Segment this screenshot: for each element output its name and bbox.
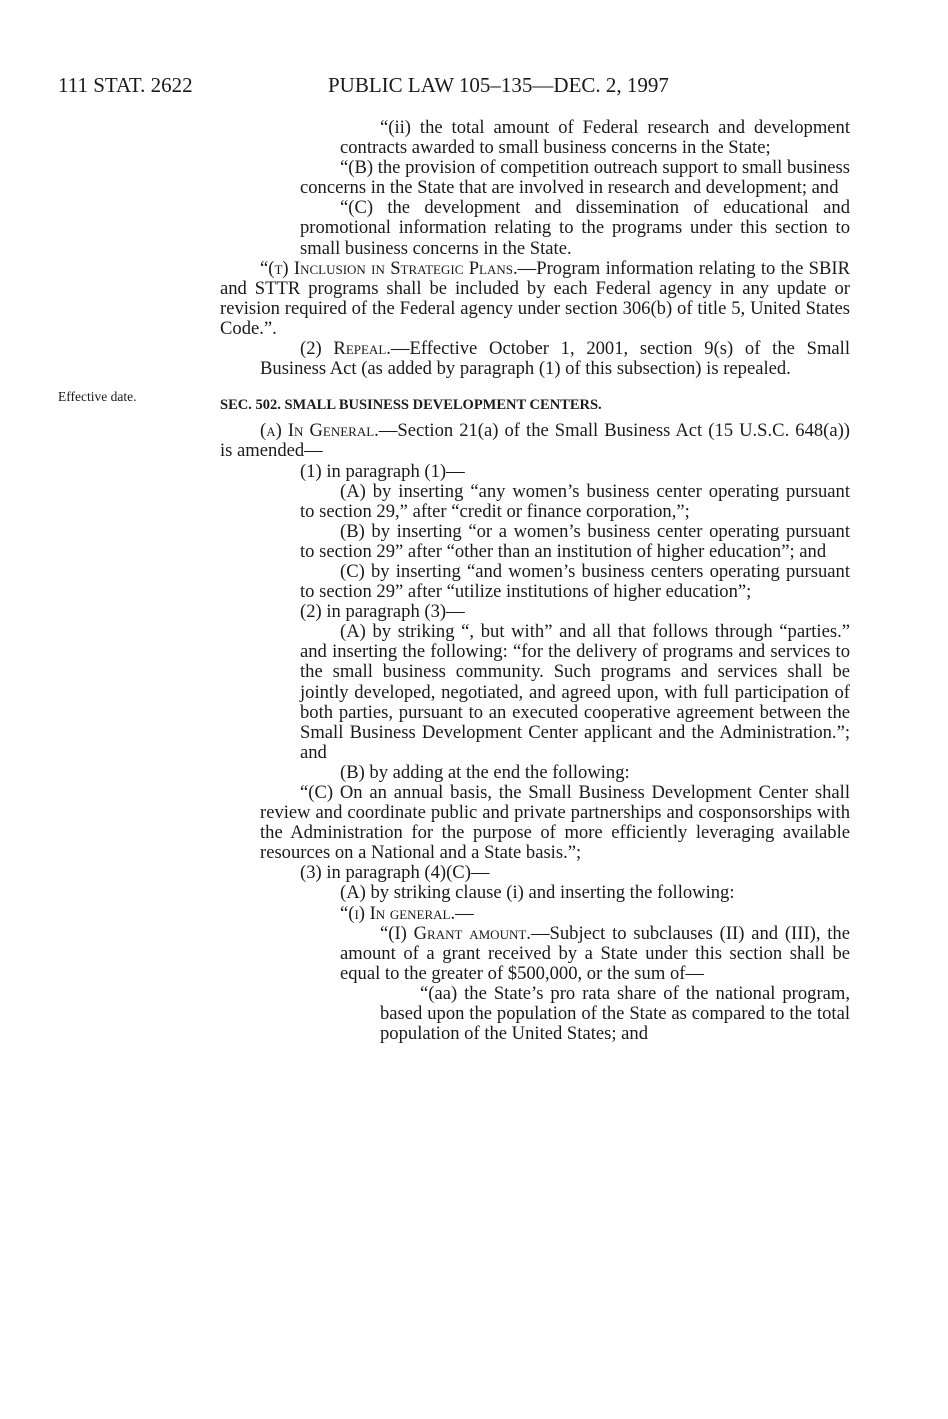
paragraph-heading: “(I) Grant amount. (380, 922, 531, 944)
paragraph-heading: “(i) In general. (340, 902, 456, 924)
paragraph-text: —Program information relating to the SBIR and STTR programs shall be included by each Federal agency in any update or revision required of the Federal agency under section 306(b) of title 5, United States Code.”. (220, 257, 850, 339)
paragraph: “(C) On an annual basis, the Small Business Development Center shall review and coordinate public and private partnerships and cosponsorships with the Administration for the purpose of more efficiently leveraging available resources on a National and a State basis.”; (260, 782, 850, 864)
paragraph: (B) by adding at the end the following: (340, 761, 630, 783)
paragraph: “(aa) the State’s pro rata share of the national program, based upon the population of the State as compared to the total population of the United States; and (380, 982, 850, 1045)
page-header (0, 72, 948, 98)
paragraph-heading: (a) In General. (260, 420, 379, 442)
paragraph-text: —Section 21(a) of the Small Business Act (15 U.S.C. 648(a)) is amended— (220, 420, 850, 462)
paragraph (260, 339, 850, 379)
paragraph (300, 904, 850, 924)
paragraph-heading: “(t) Inclusion in Strategic Plans. (260, 257, 518, 279)
margin-note-effective-date: Effective date. (58, 389, 137, 404)
paragraph: “(B) the provision of competition outreach support to small business concerns in the State that are involved in research and development; and (300, 157, 850, 199)
paragraph: (A) by striking “, but with” and all that follows through “parties.” and inserting the following: “for the delivery of programs and services to the small business community. Such programs and services shall be jointly developed, negotiated, and agreed upon, with full participation of both parties, pursuant to an executed cooperative agreement between the Small Business Development Center applicant and the Administration.”; and (300, 621, 850, 763)
document-body (0, 118, 948, 1044)
paragraph: (A) by inserting “any women’s business center operating pursuant to section 29,” after “credit or finance corporation,”; (300, 480, 850, 522)
page-number: 111 STAT. 2622 (58, 73, 193, 97)
paragraph: (C) by inserting “and women’s business centers operating pursuant to section 29” after “utilize institutions of higher education”; (300, 560, 850, 603)
paragraph-text: —Subject to subclauses (II) and (III), the amount of a grant received by a State under this section shall be equal to the greater of $500,000, or the sum of— (340, 922, 850, 984)
section-heading: SEC. 502. SMALL BUSINESS DEVELOPMENT CENTERS. (220, 397, 602, 414)
paragraph: “(C) the development and dissemination of educational and promotional information relating to the programs under this section to small business concerns in the State. (300, 197, 850, 259)
paragraph (220, 421, 850, 461)
paragraph: (B) by inserting “or a women’s business center operating pursuant to section 29” after “other than an institution of higher education”; and (300, 520, 850, 562)
paragraph-text: —Effective October 1, 2001, section 9(s) of the Small Business Act (as added by paragraph (1) of this subsection) is repealed. (260, 338, 850, 380)
paragraph: (1) in paragraph (1)— (300, 460, 465, 482)
paragraph-heading: (2) Repeal. (300, 338, 391, 360)
paragraph: (A) by striking clause (i) and inserting the following: (340, 882, 735, 904)
paragraph (340, 924, 850, 984)
paragraph-text: — (455, 902, 474, 924)
paragraph: “(ii) the total amount of Federal research and development contracts awarded to small business concerns in the State; (340, 117, 850, 159)
paragraph: (2) in paragraph (3)— (300, 601, 465, 623)
paragraph (220, 259, 850, 339)
law-title: PUBLIC LAW 105–135—DEC. 2, 1997 (328, 73, 669, 97)
paragraph: (3) in paragraph (4)(C)— (300, 862, 490, 884)
